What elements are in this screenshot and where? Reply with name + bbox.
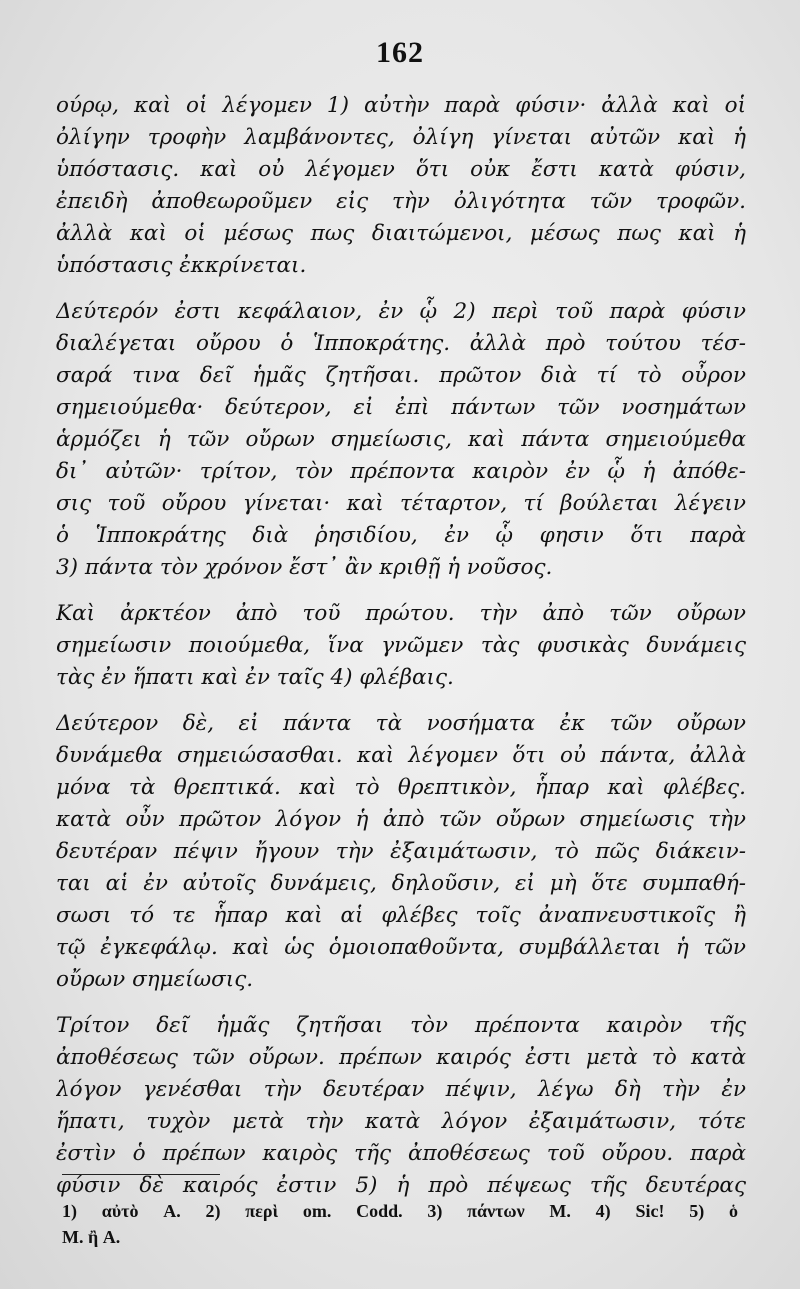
text-line: ὑπόστασις ἐκκρίνεται.	[56, 253, 307, 278]
text-line: Δεύτερον δὲ, εἰ πάντα τὰ νοσήματα ἐκ τῶν οὔρων	[56, 711, 746, 736]
text-line: ἁρμόζει ἡ τῶν οὔρων σημείωσις, καὶ πάντα σημειούμεθα	[56, 427, 746, 452]
paragraph-3	[56, 598, 746, 694]
text-line: ὀλίγην τροφὴν λαμβάνοντες, ὀλίγη γίνεται αὐτῶν καὶ ἡ	[56, 125, 746, 150]
text-line: Δεύτερόν ἐστι κεφάλαιον, ἐν ᾧ 2) περὶ τοῦ παρὰ φύσιν	[56, 299, 746, 324]
text-line: τὰς ἐν ἥπατι καὶ ἐν ταῖς 4) φλέβαις.	[56, 665, 454, 690]
text-line: ούρῳ, καὶ οἱ λέγομεν 1) αὐτὴν παρὰ φύσιν· ἀλλὰ καὶ οἱ	[56, 93, 746, 118]
text-line: ἐστὶν ὁ πρέπων καιρὸς τῆς ἀποθέσεως τοῦ οὔρου. παρὰ	[56, 1141, 746, 1166]
text-line: ται αἱ ἐν αὐτοῖς δυνάμεις, δηλοῦσιν, εἰ μὴ ὅτε συμπαθή-	[56, 871, 746, 896]
text-line: κατὰ οὖν πρῶτον λόγον ἡ ἀπὸ τῶν οὔρων σημείωσις τὴν	[56, 807, 746, 832]
text-line: φύσιν δὲ καιρός ἐστιν 5) ἡ πρὸ πέψεως τῆς δευτέρας	[56, 1173, 746, 1198]
footnote-line: M. ἢ A.	[62, 1227, 121, 1247]
text-line: σαρά τινα δεῖ ἡμᾶς ζητῆσαι. πρῶτον διὰ τί τὸ οὖρον	[56, 363, 746, 388]
footnote-divider	[62, 1174, 220, 1175]
text-line: διαλέγεται οὔρου ὁ Ἱπποκράτης. ἀλλὰ πρὸ τούτου τέσ-	[56, 331, 746, 356]
text-line: δευτέραν πέψιν ἤγουν τὴν ἐξαιμάτωσιν, τὸ πῶς διάκειν-	[56, 839, 746, 864]
text-line: λόγον γενέσθαι τὴν δευτέραν πέψιν, λέγω δὴ τὴν ἐν	[56, 1077, 746, 1102]
text-line: σις τοῦ οὔρου γίνεται· καὶ τέταρτον, τί βούλεται λέγειν	[56, 491, 746, 516]
text-line: σημείωσιν ποιούμεθα, ἵνα γνῶμεν τὰς φυσικὰς δυνάμεις	[56, 633, 746, 658]
footnote-line: 1) αὐτὸ A. 2) περὶ om. Codd. 3) πάντων M. 4) Sic! 5) ὁ	[62, 1201, 738, 1221]
text-line: ἥπατι, τυχὸν μετὰ τὴν κατὰ λόγον ἐξαιμάτωσιν, τότε	[56, 1109, 746, 1134]
text-line: ἀποθέσεως τῶν οὔρων. πρέπων καιρός ἐστι μετὰ τὸ κατὰ	[56, 1045, 746, 1070]
text-line: σωσι τό τε ἧπαρ καὶ αἱ φλέβες τοῖς ἀναπνευστικοῖς ἢ	[56, 903, 746, 928]
text-line: τῷ ἐγκεφάλῳ. καὶ ὡς ὁμοιοπαθοῦντα, συμβάλλεται ἡ τῶν	[56, 935, 746, 960]
text-line: ἐπειδὴ ἀποθεωροῦμεν εἰς τὴν ὀλιγότητα τῶν τροφῶν.	[56, 189, 746, 214]
text-line: μόνα τὰ θρεπτικά. καὶ τὸ θρεπτικὸν, ἧπαρ καὶ φλέβες.	[56, 775, 746, 800]
text-line: δυνάμεθα σημειώσασθαι. καὶ λέγομεν ὅτι οὐ πάντα, ἀλλὰ	[56, 743, 746, 768]
page-number: 162	[376, 36, 424, 69]
text-line: 3) πάντα τὸν χρόνον ἔστ᾽ ἂν κριθῇ ἡ νοῦσος.	[56, 555, 553, 580]
text-line: Τρίτον δεῖ ἡμᾶς ζητῆσαι τὸν πρέποντα καιρὸν τῆς	[56, 1013, 746, 1038]
body-text	[56, 90, 746, 1216]
text-line: ἀλλὰ καὶ οἱ μέσως πως διαιτώμενοι, μέσως πως καὶ ἡ	[56, 221, 746, 246]
text-line: δι᾽ αὐτῶν· τρίτον, τὸν πρέποντα καιρὸν ἐν ᾧ ἡ ἀπόθε-	[56, 459, 746, 484]
text-line: ὑπόστασις. καὶ οὐ λέγομεν ὅτι οὐκ ἔστι κατὰ φύσιν,	[56, 157, 746, 182]
text-line: οὔρων σημείωσις.	[56, 967, 254, 992]
text-line: ὁ Ἱπποκράτης διὰ ῥησιδίου, ἐν ᾧ φησιν ὅτι παρὰ	[56, 523, 746, 548]
paragraph-1	[56, 90, 746, 282]
text-line: σημειούμεθα· δεύτερον, εἰ ἐπὶ πάντων τῶν νοσημάτων	[56, 395, 746, 420]
paragraph-4	[56, 708, 746, 996]
text-line: Καὶ ἀρκτέον ἀπὸ τοῦ πρώτου. τὴν ἀπὸ τῶν οὔρων	[56, 601, 746, 626]
footnotes	[62, 1198, 738, 1250]
paragraph-2	[56, 296, 746, 584]
